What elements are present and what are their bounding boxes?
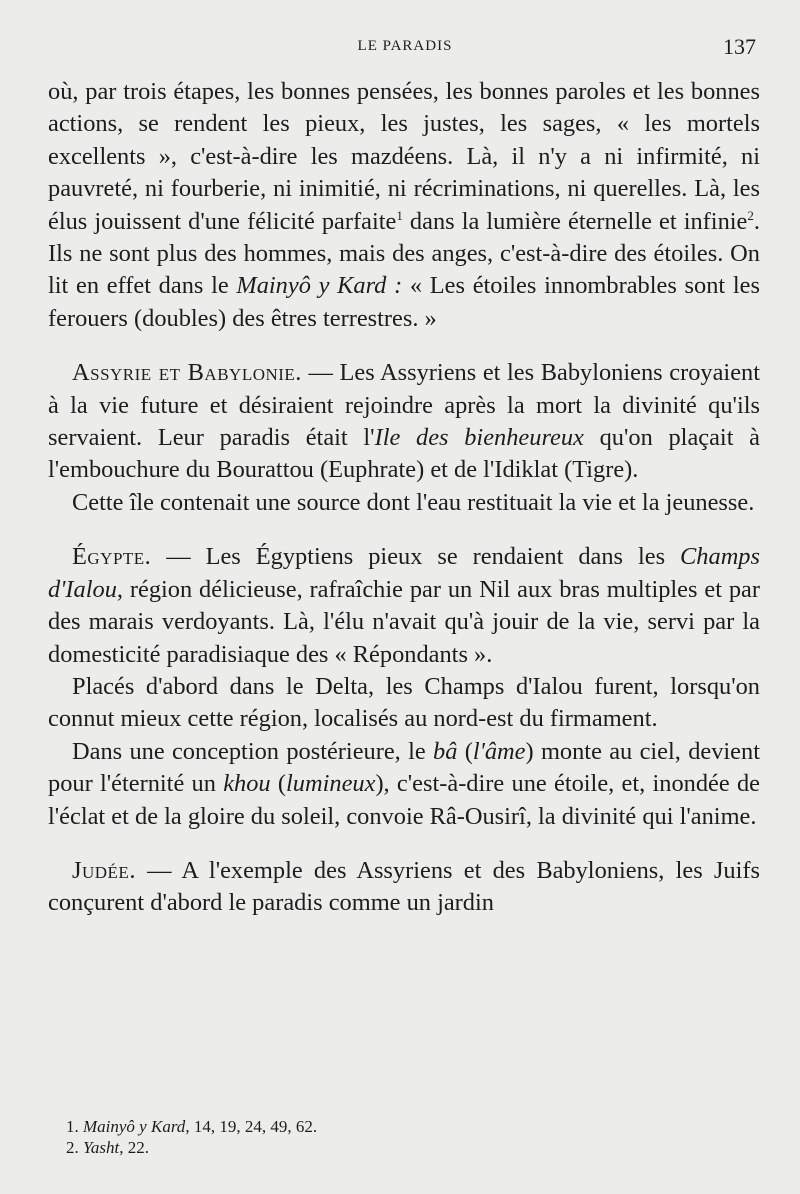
paragraph-delta: Placés d'abord dans le Delta, les Champs d'Ialou furent, lorsqu'on connut mieux cette région, localisés au nord-est du firmament. (48, 672, 760, 733)
section-heading-egypt: Égypte. (72, 543, 152, 571)
footnote-2: 2. Yasht, 22. (66, 1138, 149, 1157)
paragraph-assyria: Assyrie et Babylonie. — Les Assyriens et les Babyloniens croyaient à la vie future et désiraient rejoindre après la mort la divinité qu'ils servaient. Leur paradis était l'Ile des bienheureux qu'on plaçait à l'embouchure du Bourattou (Euphrate) et de l'Idiklat (Tigre). (48, 359, 761, 484)
chapter-title: LE PARADIS (357, 38, 453, 54)
paragraph-judea: Judée. — A l'exemple des Assyriens et des Babyloniens, les Juifs conçurent d'abord le paradis comme un jardin (48, 856, 760, 917)
paragraph-egypt: Égypte. — Les Égyptiens pieux se rendaient dans les Champs d'Ialou, région délicieuse, rafraîchie par un Nil aux bras multiples et par des marais verdoyants. Là, l'élu n'avait qu'à jouir de la vie, servi par la domesticité paradisiaque des « Répondants ». (48, 543, 760, 668)
paragraph-ba: Dans une conception postérieure, le bâ (l'âme) monte au ciel, devient pour l'éternité un khou (lumineux), c'est-à-dire une étoile, et, inondée de l'éclat et de la gloire du soleil, convoie Râ-Ousirî, la divinité qui l'anime. (48, 737, 760, 830)
footnote-ref-1[interactable]: 1 (396, 207, 403, 223)
running-head (48, 34, 762, 64)
footnote-ref-2[interactable]: 2 (747, 207, 754, 223)
footnote-1: 1. Mainyô y Kard, 14, 19, 24, 49, 62. (66, 1117, 318, 1136)
page-number: 137 (723, 34, 756, 59)
footnotes (66, 1116, 317, 1158)
section-heading-assyria: Assyrie et Babylonie. (72, 359, 302, 387)
body-text (48, 76, 760, 920)
paragraph-island: Cette île contenait une source dont l'eau restituait la vie et la jeunesse. (72, 488, 755, 516)
paragraph-mazdean: où, par trois étapes, les bonnes pensées, les bonnes paroles et les bonnes actions, se rendent les pieux, les justes, les sages, « les mortels excellents », c'est-à-dire les mazdéens. Là, il n'y a ni infirmité, ni pauvreté, ni fourberie, ni inimitié, ni récriminations, ni querelles. Là, les élus jouissent d'une félicité parfaite$^1$ dans la lumière éternelle et infinie$^2$. Ils ne sont plus des hommes, mais des anges, c'est-à-dire des étoiles. On lit en effet dans le Mainyô y Kard : « Les étoiles innombrables sont les ferouers (doubles) des êtres terrestres. » (48, 78, 760, 332)
section-heading-judea: Judée. (72, 856, 136, 884)
